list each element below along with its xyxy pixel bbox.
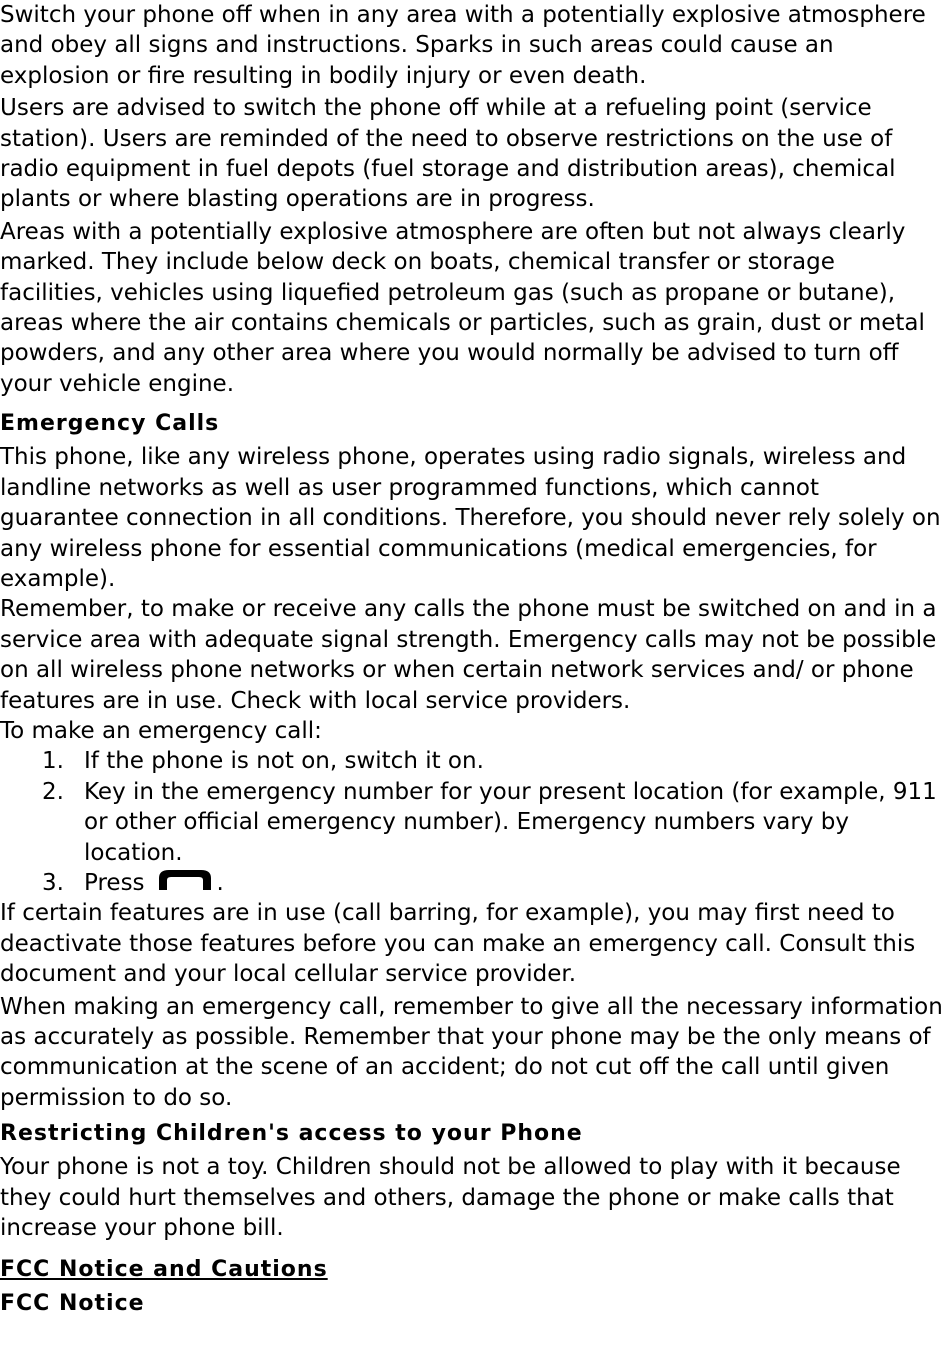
intro-paragraph-3: Areas with a potentially explosive atmosphere are often but not always clearly marked. They include below deck on boats, chemical transfer or storage facilities, vehicles using liquefied petroleum gas (such as propane or butane), areas where the air contains chemicals or particles, such as grain, dust or metal powders, and any other area where you would normally be advised to turn off your vehicle engine. (0, 218, 925, 397)
step-number: 1. (42, 748, 64, 775)
step-suffix: . (216, 869, 224, 896)
list-item (0, 746, 944, 776)
section-heading-children: Restricting Children's access to your Phone (0, 1121, 583, 1147)
emergency-paragraph-4: If certain features are in use (call barring, for example), you may first need to deactivate those features before you can make an emergency call. Consult this document and your local cellular service provider. (0, 900, 916, 988)
subsection-heading-fcc-notice: FCC Notice (0, 1291, 145, 1317)
emergency-paragraph-1: This phone, like any wireless phone, operates using radio signals, wireless and landline networks as well as user programmed functions, which cannot guarantee connection in all conditions. Therefore, you should never rely solely on any wireless phone for essential communications (medical emergencies, for example). (0, 444, 941, 592)
emergency-paragraph-5: When making an emergency call, remember to give all the necessary information as accurately as possible. Remember that your phone may be the only means of communication at the scene of an accident; do not cut off the call until given permission to do so. (0, 993, 943, 1111)
step-text: If the phone is not on, switch it on. (84, 748, 484, 775)
section-heading-emergency: Emergency Calls (0, 411, 220, 437)
list-item (0, 777, 944, 868)
intro-paragraph-2: Users are advised to switch the phone off while at a refueling point (service station). Users are reminded of the need to observe restrictions on the use of radio equipment in fuel depots (fuel storage and distribution areas), chemical plants or where blasting operations are in progress. (0, 95, 896, 213)
step-text: Press (84, 869, 145, 896)
step-number: 2. (42, 778, 64, 805)
emergency-steps-list (0, 746, 944, 898)
call-send-key-icon (153, 868, 217, 892)
step-text: Key in the emergency number for your present location (for example, 911 or other official emergency number). Emergency numbers vary by location. (84, 778, 937, 866)
step-number: 3. (42, 869, 64, 896)
intro-paragraph-1: Switch your phone off when in any area with a potentially explosive atmosphere and obey all signs and instructions. Sparks in such areas could cause an explosion or fire resulting in bodily injury or even death. (0, 2, 926, 89)
children-paragraph-1: Your phone is not a toy. Children should not be allowed to play with it because they could hurt themselves and others, damage the phone or make calls that increase your phone bill. (0, 1154, 901, 1242)
emergency-paragraph-2: Remember, to make or receive any calls the phone must be switched on and in a service area with adequate signal strength. Emergency calls may not be possible on all wireless phone networks or when certain network services and/ or phone features are in use. Check with local service providers. (0, 596, 937, 714)
list-item (0, 868, 944, 898)
emergency-paragraph-3: To make an emergency call: (0, 717, 322, 744)
section-heading-fcc: FCC Notice and Cautions (0, 1257, 328, 1283)
